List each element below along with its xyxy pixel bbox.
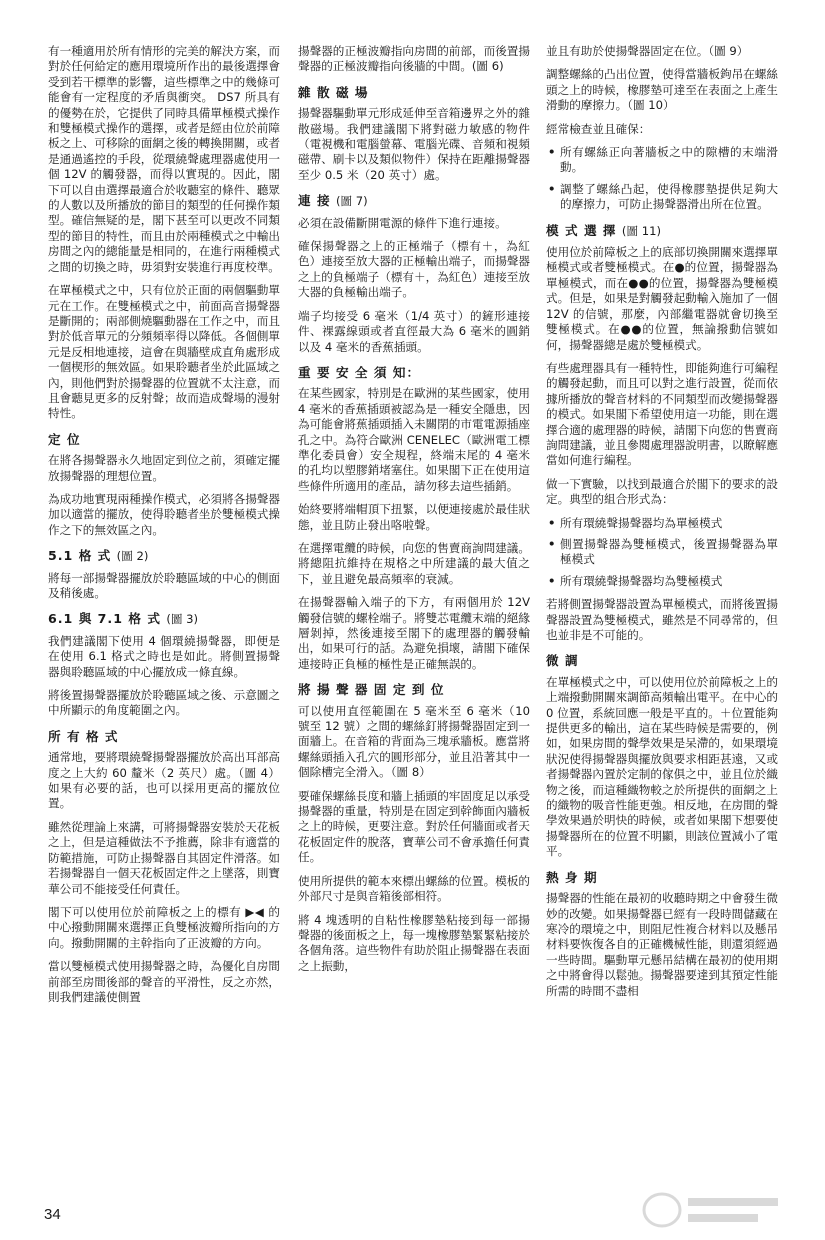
- figure-ref-3: (圖 3): [166, 612, 199, 627]
- heading-mode-selection: [546, 223, 778, 239]
- mounting-paragraph-4: 將 4 塊透明的自粘性橡膠墊粘接到每一部揚聲器的後面板之上，每一塊橡膠墊緊緊粘接於各個角落。這些物件有助於阻止揚聲器在表面之上振動，: [298, 912, 530, 973]
- safety-paragraph-3: 在選擇電纜的時候，向您的售賣商詢問建議。將總阻抗維持在規格之中所建議的最大值之下，並且避免最高頻率的衰減。: [298, 540, 530, 586]
- fine-tuning-paragraph: 在單極模式之中，可以使用位於前障板之上的上端撥動開關來調節高頻輸出電平。在中心的 0 位置，系統回應一般是平直的。＋位置能夠提供更多的輸出，這在某些時候是需要的，例如，如果房間的聲學效果是呆滯的，如果環境狀況使得揚聲器與擺放與要求相距甚遠，又或者揚聲器內置於定制的傢俱之中，並且位於織物之後，而這種織物較之於所提供的面網之上的織物的吸音性能更強。相反地，在房間的聲學效果過於明快的時候，或者如果閣下想要使揚聲器所在的位置不明顯，則該位置減小了電平。: [546, 674, 778, 859]
- screw-adjust-paragraph: 調整螺絲的凸出位置，使得當牆板鉤吊在螺絲頭之上的時候，橡膠墊可達至在表面之上產生滑動的摩擦力。（圖 10）: [546, 67, 778, 113]
- figure-ref-2: (圖 2): [116, 549, 149, 564]
- all-formats-paragraph-1: 通常地，要將環繞聲揚聲器擺放於高出耳部高度之上大約 60 釐米（2 英尺）處。（圖 4）如果有必要的話，也可以採用更高的擺放位置。: [48, 750, 280, 811]
- heading-fine-tuning: 微 調: [546, 653, 579, 669]
- heading-positioning: 定 位: [48, 431, 81, 447]
- figure-ref-7: (圖 7): [335, 194, 368, 209]
- burn-in-paragraph: 揚聲器的性能在最初的收聽時期之中會發生微妙的改變。如果揚聲器已經有一段時間儲藏在寒冷的環境之中，則阻尼性複合材料以及懸吊材料要恢復各自的正確機械性能，則還須經過一些時間。驅動單元懸吊結構在最初的使用期之中將會得以鬆弛。揚聲器要達到其預定性能所需的時間不盡相: [546, 891, 778, 998]
- mounting-paragraph-2: 要確保螺絲長度和牆上插頭的牢固度足以承受揚聲器的重量，特別是在固定到幹飾面內牆板之上的時候，更要注意。對於任何牆面或者天花板固定件的脫落，寶華公司不會承擔任何責任。: [298, 788, 530, 865]
- list-item: • 所有環繞聲揚聲器均為雙極模式: [546, 574, 778, 589]
- safety-paragraph-1: 在某些國家，特別是在歐洲的某些國家，使用 4 毫米的香蕉插頭被認為是一種安全隱患，因為可能會將蕉插頭插入未關閉的市電電源插座孔之中。為符合歐洲 CENELEC（歐洲電工標準化委員會）安全規程，終端末尾的 4 毫米的孔均以塑膠銷堵塞住。如果閣下正在使用這些條件所適用的產品，請勿移去這些插銷。: [298, 386, 530, 493]
- monopole-dipole-paragraph: 在單極模式之中，只有位於正面的兩個驅動單元在工作。在雙極模式之中，前面高音揚聲器是斷開的；兩部側燒驅動器在工作之中，而且對於低音單元的分頻頻率得以降低。各個側單元是反相地連接，這會在與牆壁成直角處形成一個楔形的無效區。如果聆聽者坐於此區域之內，則他們對於揚聲器的位置就不太注意，而且會聽見更多的反射聲；故而造成聲場的漫射特性。: [48, 283, 280, 421]
- format-5-1-paragraph: 將每一部揚聲器擺放於聆聽區域的中心的側面及稍後處。: [48, 570, 280, 600]
- list-item: • 所有環繞聲揚聲器均為單極模式: [546, 516, 778, 531]
- mode-paragraph-1: 使用位於前障板之上的底部切換開關來選擇單極模式或者雙極模式。在●的位置，揚聲器為單極模式，而在●●的位置，揚聲器為雙極模式。但是，如果是對觸發起動輸入施加了一個 12V 的信號，那麼，內部繼電器就會切換至雙極模式。在●●的位置，無論撥動信號如何，揚聲器總是處於雙極模式。: [546, 245, 778, 352]
- heading-5-1-text: 5.1 格 式: [48, 548, 112, 564]
- safety-paragraph-4: 在揚聲器輸入端子的下方，有兩個用於 12V 觸發信號的螺栓端子。將雙芯電纜末端的絕緣層剝掉，然後連接至閣下的處理器的觸發輸出，如果可行的話。為避免損壞，請閣下確保連接時正負極的極性是正確無誤的。: [298, 595, 530, 671]
- watermark-icon: [640, 1188, 790, 1232]
- column-right: [546, 44, 778, 1007]
- heading-connections: [298, 193, 530, 209]
- heading-mode-text: 模 式 選 擇: [546, 222, 617, 238]
- stray-fields-paragraph: 揚聲器驅動單元形成延伸至音箱邊界之外的雜散磁場。我們建議閣下將對磁力敏感的物件（電視機和電腦螢幕、電腦光碟、音頻和視頻磁帶、刷卡以及類似物件）保持在距離揚聲器至少 0.5 米（20 英寸）處。: [298, 106, 530, 182]
- column-left: [48, 44, 280, 1013]
- positioning-paragraph-2: 為成功地實現兩種操作模式，必須將各揚聲器加以適當的擺放，使得聆聽者坐於雙極模式操作之下的無效區之內。: [48, 491, 280, 537]
- intro-paragraph: 有一種適用於所有情形的完美的解決方案，而對於任何給定的應用環境所作出的最後選擇會受到若干標準的影響，這些標準之中的幾條可能會有一定程度的矛盾與衝突。 DS7 所具有的優勢在於，它提供了同時具備單極模式操作和雙極模式操作的選擇，或者是經由位於前障板之上、可移除的面網之後的轉換開關，或者是通過遙控的手段，從環繞聲處理器處使用一個 12V 的觸發器，而得以實現的。因此，閣下可以自由選擇最適合於收聽室的條件、聽眾的人數以及所播放的節目的類型的任何操作類型。確信無疑的是，閣下甚至可以更改不同類型的節目的特性，而且由於兩種模式之中輸出房間之內的總能量是相同的，在進行兩種模式之間的切換之時，毋須對安裝進行再度校準。: [48, 44, 280, 274]
- heading-connections-text: 連 接: [298, 193, 331, 209]
- page-number: 34: [44, 1206, 61, 1223]
- heading-stray-magnetic-fields: 雜 散 磁 場: [298, 84, 369, 100]
- list-item: • 調整了螺絲凸起，使得橡膠墊提供足夠大的摩擦力，可防止揚聲器滑出所在位置。: [546, 182, 778, 213]
- list-item: • 側置揚聲器為雙極模式，後置揚聲器為單極模式: [546, 537, 778, 568]
- list-item: • 所有螺絲正向著牆板之中的隙槽的末端滑動。: [546, 145, 778, 176]
- column-middle: [298, 44, 530, 982]
- format-6-1-paragraph-1: 我們建議閣下使用 4 個環繞揚聲器，即便是在使用 6.1 格式之時也是如此。將側置揚聲器與聆聽區域的中心擺放成一條直線。: [48, 633, 280, 679]
- heading-6-1-text: 6.1 與 7.1 格 式: [48, 611, 161, 627]
- connections-paragraph-3: 端子均接受 6 毫米（1/4 英寸）的鏟形連接件、裸露線頭或者直徑最大為 6 毫米的圓銷以及 4 毫米的香蕉插頭。: [298, 308, 530, 354]
- heading-safety-notice: 重 要 安 全 須 知：: [298, 364, 421, 380]
- combination-list: [546, 516, 778, 590]
- positioning-paragraph-1: 在將各揚聲器永久地固定到位之前，須確定擺放揚聲器的理想位置。: [48, 453, 280, 483]
- figure-ref-11: (圖 11): [621, 223, 661, 238]
- mounting-continued-paragraph: 並且有助於使揚聲器固定在位。（圖 9）: [546, 44, 749, 58]
- heading-mounting: 將 揚 聲 器 固 定 到 位: [298, 682, 445, 698]
- heading-6-1-7-1-format: [48, 611, 280, 627]
- safety-paragraph-2: 始終要將端帽頂下扭緊，以便連接處於最佳狀態，並且防止發出咯啦聲。: [298, 502, 530, 532]
- all-formats-paragraph-2: 雖然從理論上來講，可將揚聲器安裝於天花板之上，但是這種做法不予推薦，除非有適當的防範措施，可防止揚聲器自其固定件滑落。如若揚聲器自一個天花板固定件之上墜落，則寶華公司不能接受任何責任。: [48, 819, 280, 896]
- mode-paragraph-4: 若將側置揚聲器設置為單極模式，而將後置揚聲器設置為雙極模式，雖然是不同尋常的，但也並非是不可能的。: [546, 597, 778, 642]
- heading-burn-in: 熱 身 期: [546, 869, 598, 885]
- heading-5-1-format: [48, 548, 280, 564]
- check-paragraph: 經常檢查並且確保：: [546, 121, 651, 136]
- mode-paragraph-2: 有些處理器具有一種特性，即能夠進行可編程的觸發起動，而且可以對之進行設置，從而依據所播放的聲音材料的不同類型而改變揚聲器的模式。如果閣下希望使用這一功能，則在選擇合適的處理器的時候，請閣下向您的售賣商詢問建議，並且參閱處理器說明書，以瞭解應當如何進行編程。: [546, 360, 778, 468]
- mounting-paragraph-1: 可以使用直徑範圍在 5 毫米至 6 毫米（10 號至 12 號）之間的螺絲釘將揚聲器固定到一面牆上。在音箱的背面為三塊承牆板。應當將螺絲頭插入孔穴的圓形部分，並且沿著其中一個除槽完全滑入。（圖 8）: [298, 703, 530, 780]
- connections-paragraph-1: 必須在設備斷開電源的條件下進行連接。: [298, 215, 507, 230]
- all-formats-paragraph-4: 當以雙極模式使用揚聲器之時，為優化自房間前部至房間後部的聲音的平滑性，反之亦然，則我們建議使側置: [48, 959, 280, 1004]
- check-list: [546, 145, 778, 213]
- format-6-1-paragraph-2: 將後置揚聲器擺放於聆聽區域之後、示意圖之中所顯示的角度範圍之內。: [48, 688, 280, 718]
- lobe-direction-paragraph: 揚聲器的正極波瓣指向房間的前部，而後置揚聲器的正極波瓣指向後牆的中間。(圖 6): [298, 44, 530, 74]
- heading-all-formats: 所 有 格 式: [48, 728, 119, 744]
- mounting-paragraph-3: 使用所提供的範本來標出螺絲的位置。模板的外部尺寸是與音箱後部相符。: [298, 873, 530, 904]
- connections-paragraph-2: 確保揚聲器之上的正極端子（標有＋，為紅色）連接至放大器的正極輸出端子，而揚聲器之上的負極端子（標有＋，為紅色）連接至放大器的負極輸出端子。: [298, 239, 530, 300]
- all-formats-paragraph-3: 閣下可以使用位於前障板之上的標有 ▶◀ 的中心撥動開關來選擇正負雙極波瓣所指向的方向。撥動開關的主幹指向了正波瓣的方向。: [48, 904, 280, 950]
- mode-paragraph-3: 做一下實驗，以找到最適合於閣下的要求的設定。典型的組合形式為：: [546, 476, 778, 507]
